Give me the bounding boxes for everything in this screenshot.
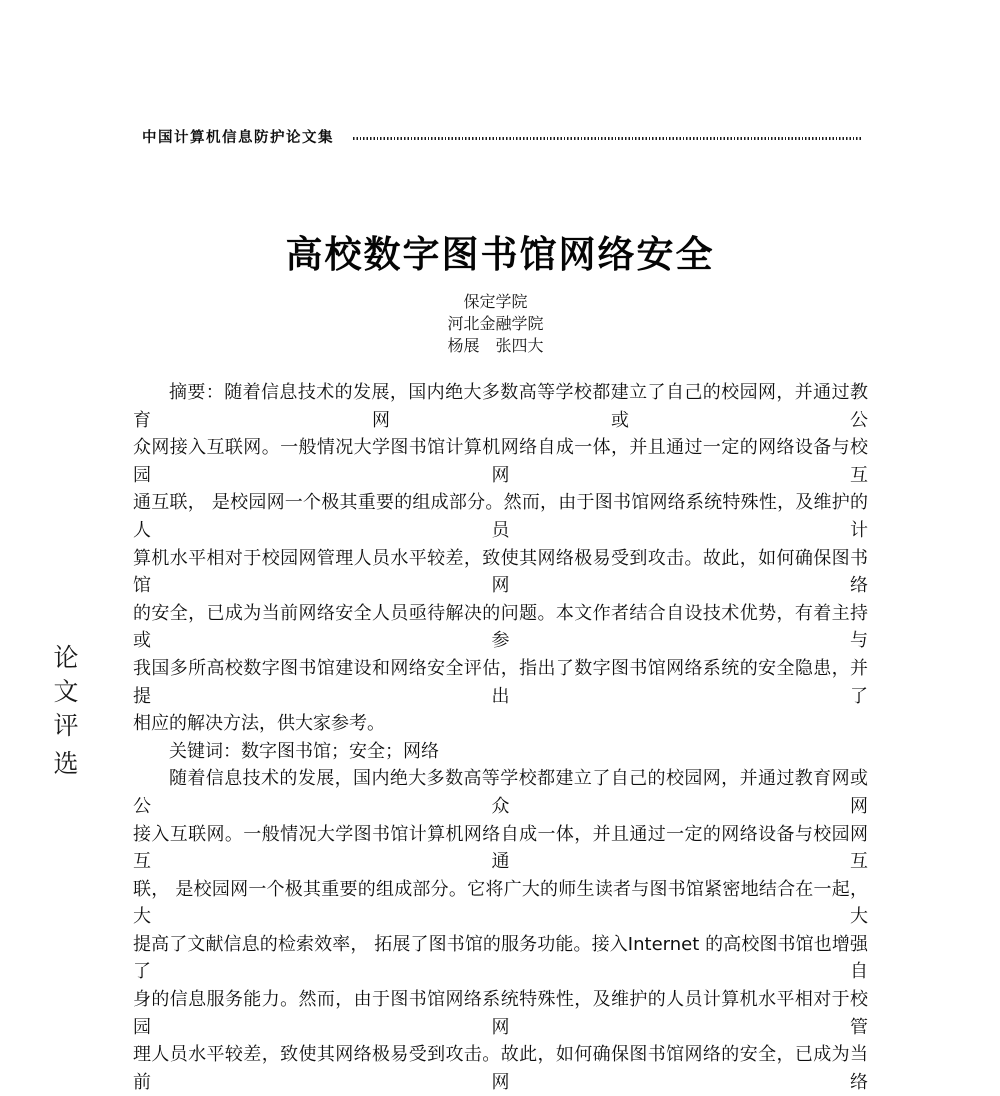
abstract-line: 我国多所高校数字图书馆建设和网络安全评估，指出了数字图书馆网络系统的安全隐患，并提出了	[133, 657, 868, 707]
body-line: 提高了文献信息的检索效率， 拓展了图书馆的服务功能。接入Internet 的高校图书馆也增强了自	[133, 933, 868, 983]
body-line: 身的信息服务能力。然而，由于图书馆网络系统特殊性，及维护的人员计算机水平相对于校园网管	[133, 989, 868, 1038]
sidebar-vertical-label-char: 文	[53, 677, 79, 706]
abstract-line: 摘要：随着信息技术的发展，国内绝大多数高等学校都建立了自己的校园网，并通过教育网或公	[133, 382, 868, 431]
abstract-line: 通互联， 是校园网一个极其重要的组成部分。然而，由于图书馆网络系统特殊性，及维护的人员计	[133, 492, 868, 541]
affiliation-line-2: 河北金融学院	[447, 314, 544, 333]
sidebar-vertical-label-char: 选	[53, 749, 79, 778]
body-line: 联， 是校园网一个极其重要的组成部分。它将广大的师生读者与图书馆紧密地结合在一起， 大大	[133, 878, 868, 928]
body-line: 理人员水平较差，致使其网络极易受到攻击。故此，如何确保图书馆网络的安全，已成为当前网络	[133, 1044, 868, 1093]
keywords-line: 关键词：数字图书馆；安全；网络	[169, 740, 439, 762]
main-text-column	[133, 379, 868, 1096]
paper-title: 高校数字图书馆网络安全	[285, 232, 715, 276]
authors-block	[128, 291, 863, 357]
abstract-line: 相应的解决方法，供大家参考。	[133, 713, 385, 735]
collection-header: 中国计算机信息防护论文集	[142, 130, 334, 146]
author-names: 杨展 张四大	[447, 336, 544, 355]
header-dotted-rule	[353, 137, 862, 140]
sidebar-vertical-label-char: 论	[53, 643, 79, 672]
sidebar-vertical-label-char: 评	[53, 711, 79, 740]
abstract-line: 众网接入互联网。一般情况大学图书馆计算机网络自成一体，并且通过一定的网络设备与校园网互	[133, 437, 868, 486]
affiliation-line-1: 保定学院	[463, 292, 528, 311]
abstract-line: 算机水平相对于校园网管理人员水平较差，致使其网络极易受到攻击。故此，如何确保图书馆网络	[133, 547, 868, 597]
abstract-line: 的安全，已成为当前网络安全人员亟待解决的问题。本文作者结合自设技术优势，有着主持或参与	[133, 602, 868, 652]
body-line: 随着信息技术的发展，国内绝大多数高等学校都建立了自己的校园网，并通过教育网或公众网	[133, 768, 868, 817]
body-line: 接入互联网。一般情况大学图书馆计算机网络自成一体，并且通过一定的网络设备与校园网互通互	[133, 823, 868, 873]
